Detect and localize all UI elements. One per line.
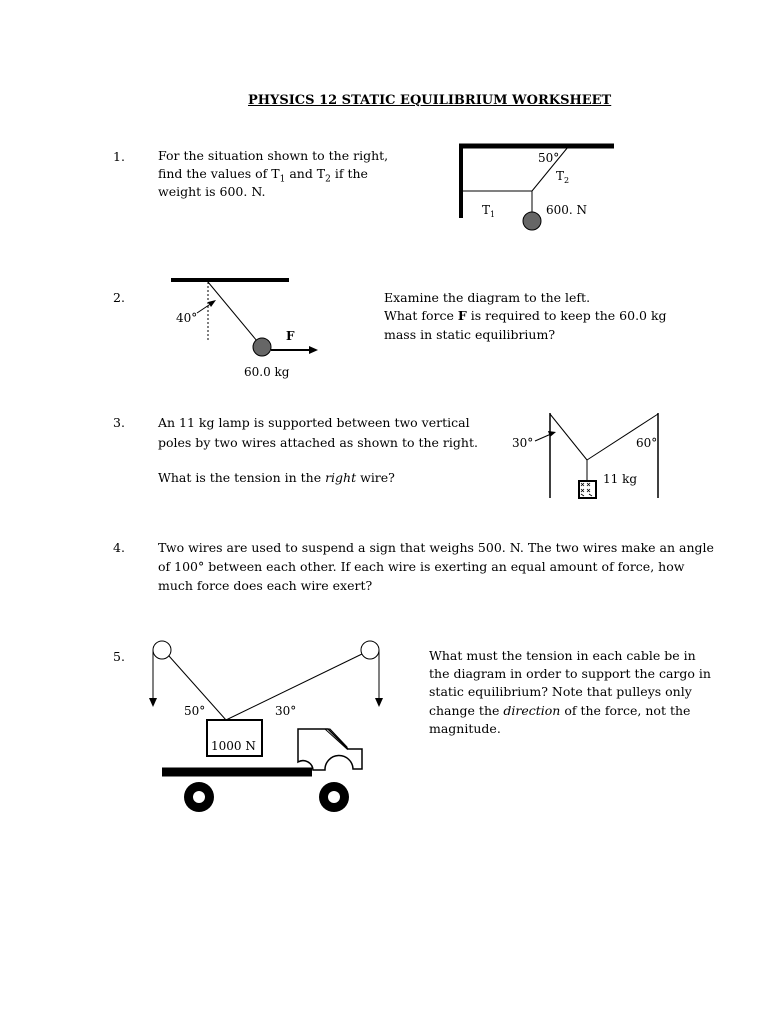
question-5-line-1: What must the tension in each cable be in — [429, 648, 696, 663]
q1-t1-label: $T_1$ — [482, 203, 496, 219]
q3-mass-label: 11 kg — [603, 472, 638, 486]
q2-angle-label: 40° — [176, 311, 198, 325]
question-2-line-2: What force F is required to keep the 60.0 kg — [384, 308, 667, 323]
question-4-number: 4. — [113, 540, 125, 555]
q1-angle-label: 50° — [538, 151, 560, 165]
truck-front-hub — [328, 791, 340, 803]
q2-force-label: F — [286, 329, 295, 343]
question-3-line-1: An 11 kg lamp is supported between two vertical — [158, 415, 470, 430]
question-1-line-3: weight is 600. N. — [158, 184, 266, 199]
question-3-number: 3. — [113, 415, 125, 430]
truck-cab — [298, 729, 362, 770]
question-1-line-2: find the values of $T_1$ and $T_2$ if the — [158, 166, 368, 185]
question-5-line-3: static equilibrium? Note that pulleys only — [429, 684, 692, 699]
question-2-line-3: mass in static equilibrium? — [384, 327, 556, 342]
question-1-line-1: For the situation shown to the right, — [158, 148, 389, 163]
q5-right-angle-label: 30° — [275, 704, 297, 718]
q5-cargo-label: 1000 N — [211, 739, 256, 753]
question-2-number: 2. — [113, 290, 125, 305]
question-5-line-2: the diagram in order to support the cargo in — [429, 666, 711, 681]
right-arrow-head — [375, 698, 383, 707]
left-pulley — [153, 641, 171, 659]
question-4-line-3: much force does each wire exert? — [158, 578, 373, 593]
question-4-line-1: Two wires are used to suspend a sign that weighs 500. N. The two wires make an angle — [158, 540, 714, 555]
question-5-number: 5. — [113, 649, 125, 664]
question-1-number: 1. — [113, 149, 125, 164]
q2-mass-label: 60.0 kg — [244, 365, 290, 379]
question-5-line-5: magnitude. — [429, 721, 501, 736]
question-4-line-2: of 100° between each other. If each wire is exerting an equal amount of force, how — [158, 559, 685, 574]
right-pulley — [361, 641, 379, 659]
q1-weight-label: 600. N — [546, 203, 588, 217]
left-arrow-head — [149, 698, 157, 707]
worksheet-title: PHYSICS 12 STATIC EQUILIBRIUM WORKSHEET — [248, 93, 612, 108]
question-3-line-2: poles by two wires attached as shown to the right. — [158, 435, 478, 450]
q1-t2-label: $T_2$ — [556, 169, 570, 185]
question-3-line-3: What is the tension in the right wire? — [158, 470, 395, 485]
q3-right-angle-label: 60° — [636, 436, 658, 450]
question-5-line-4: change the direction of the force, not the — [429, 703, 691, 718]
q5-left-angle-label: 50° — [184, 704, 206, 718]
q3-left-angle-label: 30° — [512, 436, 534, 450]
truck-rear-hub — [193, 791, 205, 803]
question-2-line-1: Examine the diagram to the left. — [384, 290, 591, 305]
